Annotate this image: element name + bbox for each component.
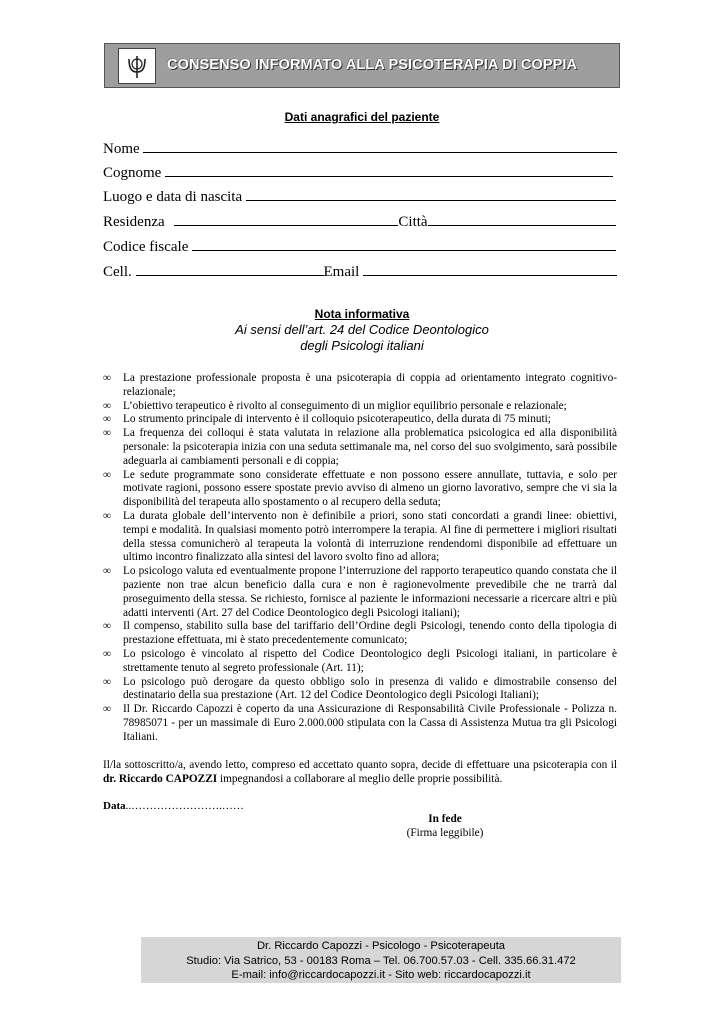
infinity-bullet-icon: ∞ (103, 427, 112, 440)
infinity-bullet-icon: ∞ (103, 620, 112, 633)
infinity-bullet-icon: ∞ (103, 647, 112, 660)
email-input-line[interactable] (363, 263, 617, 276)
consent-statement: Il/la sottoscritto/a, avendo letto, compreso ed accettato quanto sopra, decide di effettuare una psicoterapia con il dr. Riccardo CAPOZZI impegnandosi a collaborare al meglio delle proprie possibilità. (103, 759, 617, 785)
cognome-input-line[interactable] (165, 164, 613, 177)
residenza-field[interactable] (103, 213, 616, 231)
luogo-data-input-line[interactable] (246, 188, 616, 201)
list-item: ∞ Lo strumento principale di intervento è il colloquio psicoterapeutico, della durata di 75 minuti; (103, 413, 551, 426)
signature-caption: (Firma leggibile) (406, 827, 484, 839)
header-banner (104, 43, 620, 88)
infinity-bullet-icon: ∞ (103, 509, 112, 522)
list-item: ∞ Il compenso, stabilito sulla base del tariffario dell’Ordine degli Psicologi, tenendo conto della tipologia di prestazione effettuata, mi è stato precedentemente comunicato; (103, 620, 617, 647)
psi-logo-icon (118, 48, 156, 84)
codice-fiscale-label: Codice fiscale (103, 239, 189, 255)
residenza-label: Residenza (103, 214, 165, 230)
cell-label: Cell. (103, 264, 132, 280)
infinity-bullet-icon: ∞ (103, 413, 112, 426)
therapist-name: dr. Riccardo CAPOZZI (103, 773, 218, 785)
infinity-bullet-icon: ∞ (103, 399, 112, 412)
anagrafica-title: Dati anagrafici del paziente (284, 110, 440, 124)
list-item: ∞ Lo psicologo valuta ed eventualmente propone l’interruzione del rapporto terapeutico quando constata che il paziente non trae alcun beneficio dalla cura e non è ragionevolmente prevedibile che ne trarrà dal proseguimento della stessa. Se richiesto, fornisce al paziente le informazioni necessarie a ricercare altri e più adatti interventi (Art. 27 del Codice Deontologico degli Psicologi italiani); (103, 565, 617, 619)
nome-field[interactable] (103, 140, 617, 158)
list-item: ∞ Il Dr. Riccardo Capozzi è coperto da una Assicurazione di Responsabilità Civile Professionale - Polizza n. 78985071 - per un massimale di Euro 2.000.000 stipulata con la Cassa di Assistenza Mutua tra gli Psicologi Italiani. (103, 703, 617, 743)
footer-line-1: Dr. Riccardo Capozzi - Psicologo - Psicoterapeuta (256, 940, 506, 952)
infinity-bullet-icon: ∞ (103, 565, 112, 578)
footer-contact (141, 937, 621, 983)
luogo-data-label: Luogo e data di nascita (103, 189, 243, 205)
date-field[interactable] (103, 800, 244, 812)
signature-heading: In fede (428, 813, 462, 825)
luogo-data-field[interactable] (103, 188, 616, 206)
codice-fiscale-input-line[interactable] (192, 238, 616, 251)
list-item: ∞ Lo psicologo è vincolato al rispetto del Codice Deontologico degli Psicologi italiani, in particolare è strettamente tenuto al segreto professionale (Art. 11); (103, 647, 617, 674)
list-item: ∞ La frequenza dei colloqui è stata valutata in relazione alla problematica psicologica ed alla disponibilità personale: la psicoterapia inizia con una seduta settimanale ma, nel corso del suo svolgimento, sarà possibile adeguarla ai cambiamenti personali e di coppia; (103, 427, 617, 467)
date-dots[interactable]: ..…………………….…… (125, 800, 244, 812)
citta-input-line[interactable] (428, 213, 616, 226)
list-item: ∞ La durata globale dell’intervento non è definibile a priori, sono stati concordati a grandi linee: obiettivi, tempi e modalità. In qualsiasi momento potrò interrompere la terapia. Al fine di permettere i migliori risultati della stessa comunicherò al terapeuta la volontà di interruzione rendendomi disponibile ad effettuare un ultimo incontro finalizzato alla sintesi del lavoro svolto fino ad allora; (103, 509, 617, 564)
list-item: ∞ L’obiettivo terapeutico è rivolto al conseguimento di un miglior equilibrio personale e relazionale; (103, 399, 567, 412)
infinity-bullet-icon: ∞ (103, 703, 112, 716)
citta-label: Città (398, 214, 428, 230)
footer-line-2: Studio: Via Satrico, 53 - 00183 Roma – Tel. 06.700.57.03 - Cell. 335.66.31.472 (186, 954, 576, 967)
email-label: Email (323, 264, 360, 280)
list-item: ∞ Le sedute programmate sono considerate effettuate e non possono essere annullate, tuttavia, e solo per motivate ragioni, possono essere spostate previo avviso di almeno un giorno lavorativo, sempre che vi sia la disponibilità del terapeuta allo spostamento o al recupero della seduta; (103, 468, 617, 509)
infinity-bullet-icon: ∞ (103, 372, 112, 384)
nota-title: Nota informativa (314, 307, 410, 321)
infinity-bullet-icon: ∞ (103, 468, 112, 481)
list-item: ∞ La prestazione professionale proposta è una psicoterapia di coppia ad orientamento integrato cognitivo-relazionale; (103, 372, 617, 398)
nota-subtitle-2: degli Psicologi italiani (300, 338, 424, 353)
document-title: CONSENSO INFORMATO ALLA PSICOTERAPIA DI COPPIA (167, 57, 578, 73)
cognome-label: Cognome (103, 165, 162, 181)
consent-bullet-list (103, 372, 617, 745)
nome-input-line[interactable] (143, 140, 617, 153)
list-item: ∞ Lo psicologo può derogare da questo obbligo solo in presenza di valido e dimostrabile consenso del destinatario della sua prestazione (Art. 12 del Codice Deontologico degli Psicologi Italiani); (103, 675, 617, 702)
nome-label: Nome (103, 141, 140, 157)
codice-fiscale-field[interactable] (103, 238, 616, 256)
residenza-input-line[interactable] (174, 213, 398, 226)
nota-subtitle-1: Ai sensi dell’art. 24 del Codice Deontologico (235, 322, 489, 337)
footer-line-3: E-mail: info@riccardocapozzi.it - Sito web: riccardocapozzi.it (231, 969, 531, 981)
cell-email-field[interactable] (103, 263, 617, 281)
infinity-bullet-icon: ∞ (103, 675, 112, 688)
cognome-field[interactable] (103, 164, 613, 182)
date-label: Data (103, 800, 126, 812)
cell-input-line[interactable] (136, 263, 324, 276)
